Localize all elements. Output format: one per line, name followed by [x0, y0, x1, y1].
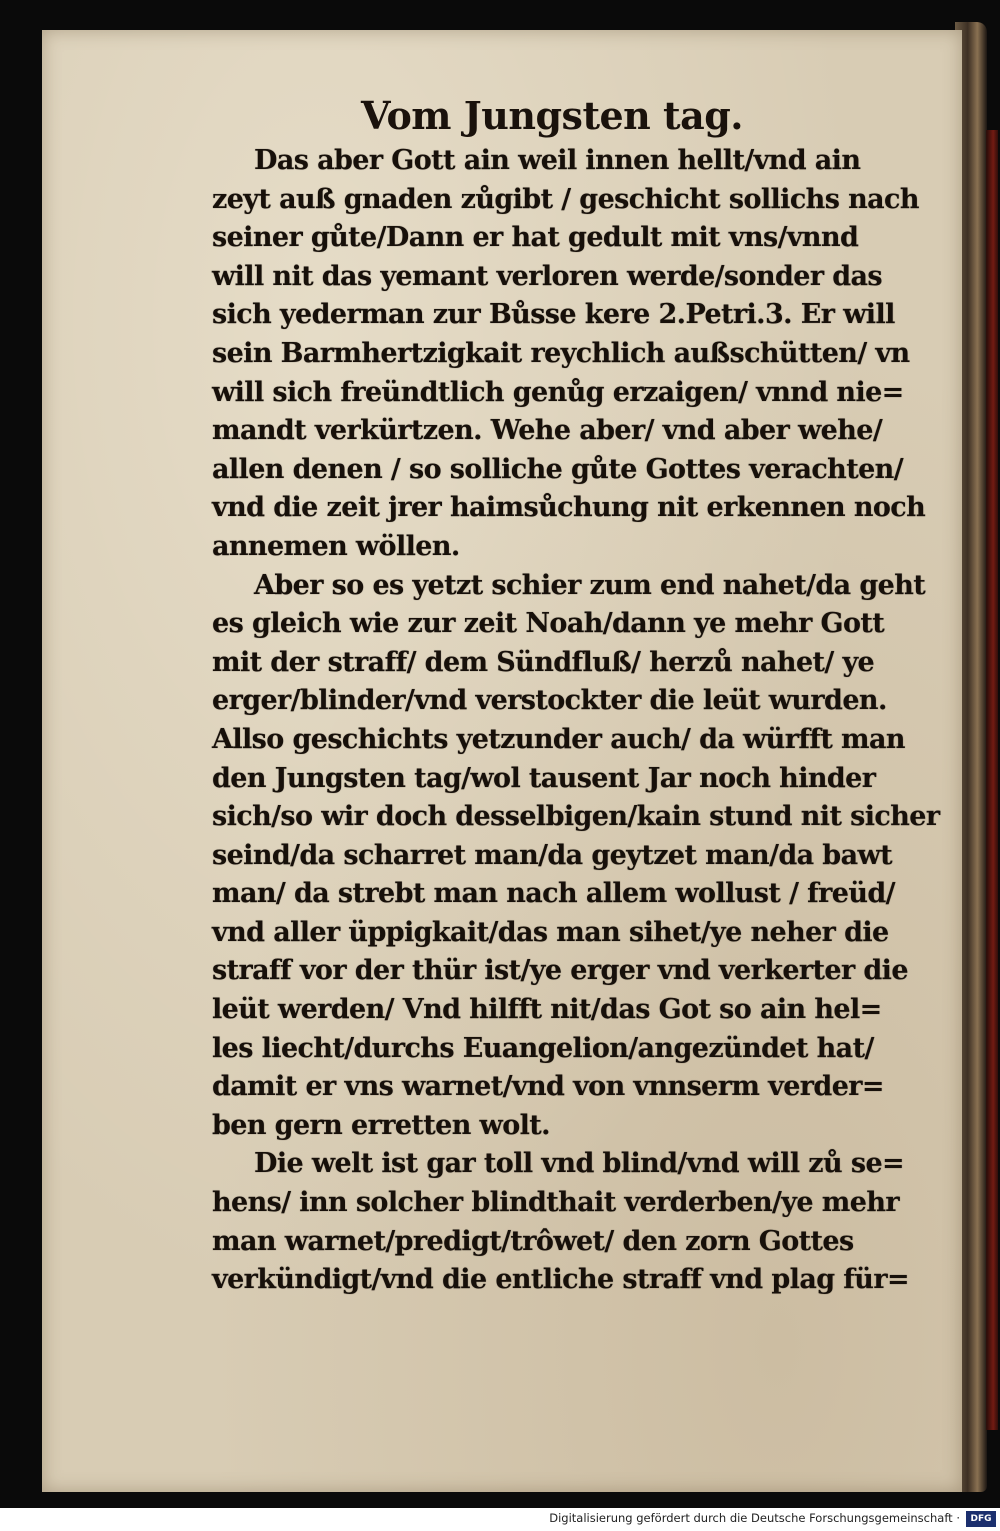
text-line: vnd die zeit jrer haimsůchung nit erkennen noch: [212, 492, 926, 524]
text-line: vnd aller üppigkait/das man sihet/ye neher die: [212, 916, 889, 948]
text-line: allen denen / so solliche gůte Gottes verachten/: [212, 453, 903, 485]
text-line: annemen wöllen.: [212, 530, 460, 562]
text-line: es gleich wie zur zeit Noah/dann ye mehr Gott: [212, 608, 885, 640]
dfg-logo: DFG: [966, 1511, 996, 1527]
text-line: Allso geschichts yetzunder auch/ da würfft man: [212, 723, 905, 755]
text-line: den Jungsten tag/wol tausent Jar noch hinder: [212, 762, 876, 794]
text-line: will nit das yemant verloren werde/sonder das: [212, 260, 883, 292]
text-line: les liecht/durchs Euangelion/angezündet hat/: [212, 1032, 874, 1064]
text-line: sich/so wir doch desselbigen/kain stund nit sicher: [212, 801, 940, 833]
paragraph-2: [212, 567, 940, 1146]
paragraph-1: [212, 142, 932, 567]
text-line: damit er vns warnet/vnd von vnnserm verder=: [212, 1071, 884, 1103]
text-line: ben gern erretten wolt.: [212, 1109, 550, 1141]
text-line: Aber so es yetzt schier zum end nahet/da geht: [254, 569, 926, 601]
page-heading: Vom Jungsten tag.: [360, 93, 744, 138]
text-line: seiner gůte/Dann er hat gedult mit vns/vnnd: [212, 222, 859, 254]
text-line: zeyt auß gnaden zůgibt / geschicht sollichs nach: [212, 183, 919, 215]
paragraph-3: [212, 1145, 932, 1299]
text-line: seind/da scharret man/da geytzet man/da bawt: [212, 839, 892, 871]
text-line: leüt werden/ Vnd hilfft nit/das Got so ain hel=: [212, 994, 882, 1026]
text-line: will sich freündtlich genůg erzaigen/ vnnd nie=: [212, 376, 904, 408]
text-line: man warnet/predigt/trôwet/ den zorn Gottes: [212, 1225, 854, 1257]
funding-credit: Digitalisierung gefördert durch die Deutsche Forschungsgemeinschaft ·: [549, 1511, 960, 1525]
text-line: Das aber Gott ain weil innen hellt/vnd ain: [254, 145, 861, 176]
text-line: mit der straff/ dem Sündfluß/ herzů nahet/ ye: [212, 646, 875, 678]
text-line: sein Barmhertzigkait reychlich außschütten/ vn: [212, 337, 910, 369]
text-line: verkündigt/vnd die entliche straff vnd plag für=: [212, 1264, 909, 1296]
text-line: mandt verkürtzen. Wehe aber/ vnd aber wehe/: [212, 415, 883, 447]
text-line: hens/ inn solcher blindthait verderben/ye mehr: [212, 1187, 899, 1219]
book-spine-edge: [986, 130, 998, 1430]
text-line: sich yederman zur Bůsse kere 2.Petri.3. Er will: [212, 299, 895, 331]
footer-bar: [0, 1508, 1000, 1531]
text-line: erger/blinder/vnd verstockter die leüt wurden.: [212, 685, 887, 717]
page-text: [212, 90, 940, 1300]
text-line: man/ da strebt man nach allem wollust / freüd/: [212, 878, 895, 910]
text-line: Die welt ist gar toll vnd blind/vnd will zů se=: [254, 1148, 905, 1180]
text-line: straff vor der thür ist/ye erger vnd verkerter die: [212, 955, 908, 987]
